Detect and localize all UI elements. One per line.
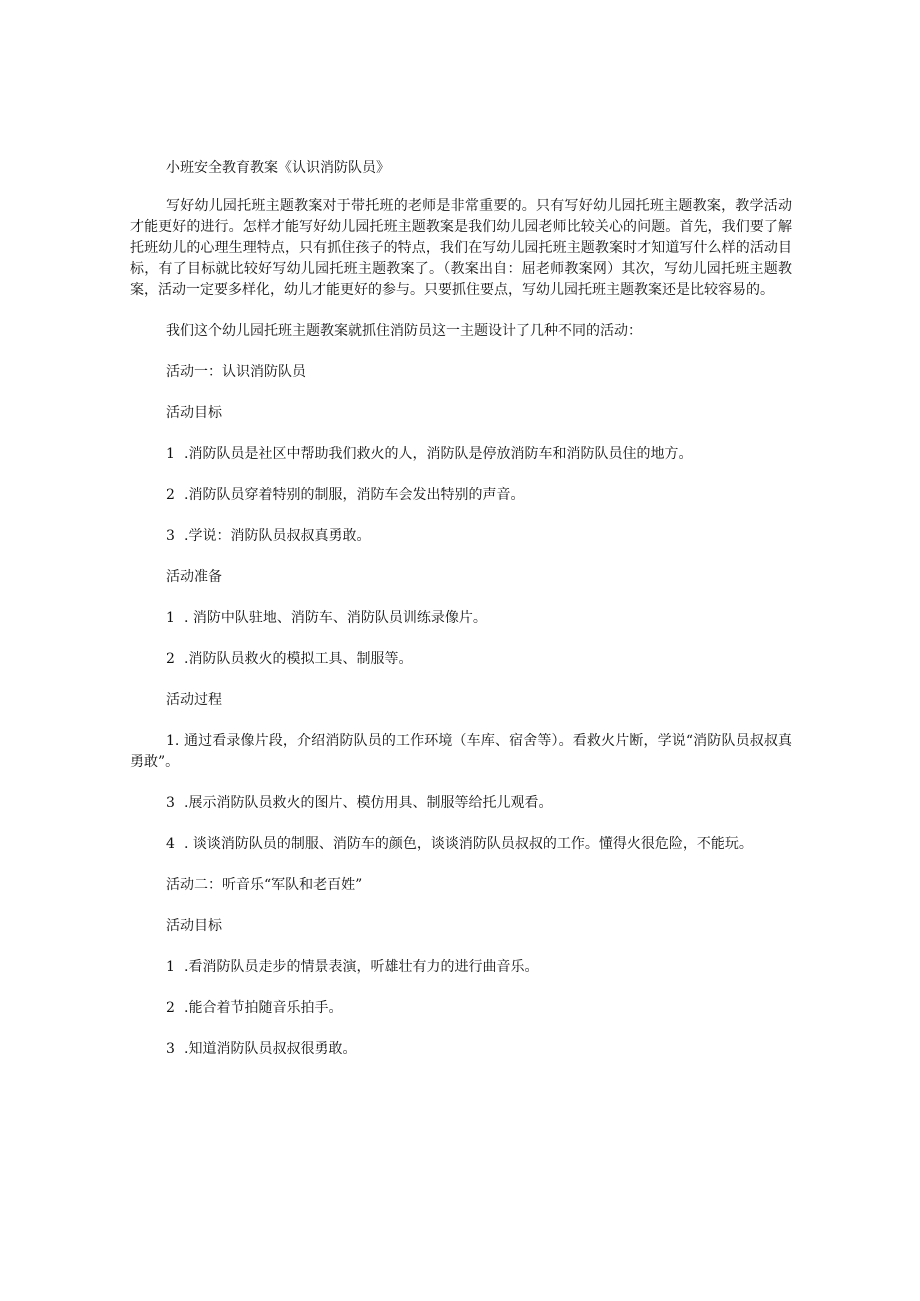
activity1-process-heading: 活动过程 xyxy=(166,692,222,708)
activity2-goal-1: 1 .看消防队员走步的情景表演，听雄壮有力的进行曲音乐。 xyxy=(166,959,539,975)
activity1-goal-3: 3 .学说：消防队员叔叔真勇敢。 xyxy=(166,528,371,544)
activity1-goals-heading: 活动目标 xyxy=(166,405,222,421)
document-title: 小班安全教育教案《认识消防队员》 xyxy=(166,160,390,176)
activity1-process-4: 4 . 谈谈消防队员的制服、消防车的颜色，谈谈消防队员叔叔的工作。懂得火很危险，不能玩。 xyxy=(166,836,753,852)
activity2-goal-2: 2 .能合着节拍随音乐拍手。 xyxy=(166,1000,343,1016)
activity1-process-1: 1. 通过看录像片段，介绍消防队员的工作环境（车库、宿舍等）。看救火片断，学说“消防队员叔叔真勇敢”。 xyxy=(130,733,792,770)
activity1-heading: 活动一：认识消防队员 xyxy=(166,364,306,380)
activity1-prep-2: 2 .消防队员救火的模拟工具、制服等。 xyxy=(166,651,413,667)
activity2-goal-3: 3 .知道消防队员叔叔很勇敢。 xyxy=(166,1041,357,1057)
document-body xyxy=(130,158,792,1080)
summary-paragraph: 我们这个幼儿园托班主题教案就抓住消防员这一主题设计了几种不同的活动： xyxy=(166,323,642,339)
activity1-process-3: 3 .展示消防队员救火的图片、模仿用具、制服等给托儿观看。 xyxy=(166,795,553,811)
activity1-prep-1: 1 . 消防中队驻地、消防车、消防队员训练录像片。 xyxy=(166,610,487,626)
activity1-goal-1: 1 .消防队员是社区中帮助我们救火的人，消防队是停放消防车和消防队员住的地方。 xyxy=(166,446,693,462)
activity1-goal-2: 2 .消防队员穿着特别的制服，消防车会发出特别的声音。 xyxy=(166,487,525,503)
intro-paragraph: 写好幼儿园托班主题教案对于带托班的老师是非常重要的。只有写好幼儿园托班主题教案，教学活动才能更好的进行。怎样才能写好幼儿园托班主题教案是我们幼儿园老师比较关心的问题。首先，我们要了解托班幼儿的心理生理特点，只有抓住孩子的特点，我们在写幼儿园托班主题教案时才知道写什么样的活动目标，有了目标就比较好写幼儿园托班主题教案了。（教案出自：屈老师教案网）其次，写幼儿园托班主题教案，活动一定要多样化，幼儿才能更好的参与。只要抓住要点，写幼儿园托班主题教案还是比较容易的。 xyxy=(130,198,792,298)
activity2-heading: 活动二：听音乐“军队和老百姓” xyxy=(166,877,363,893)
activity1-prep-heading: 活动准备 xyxy=(166,569,222,585)
activity2-goals-heading: 活动目标 xyxy=(166,918,222,934)
